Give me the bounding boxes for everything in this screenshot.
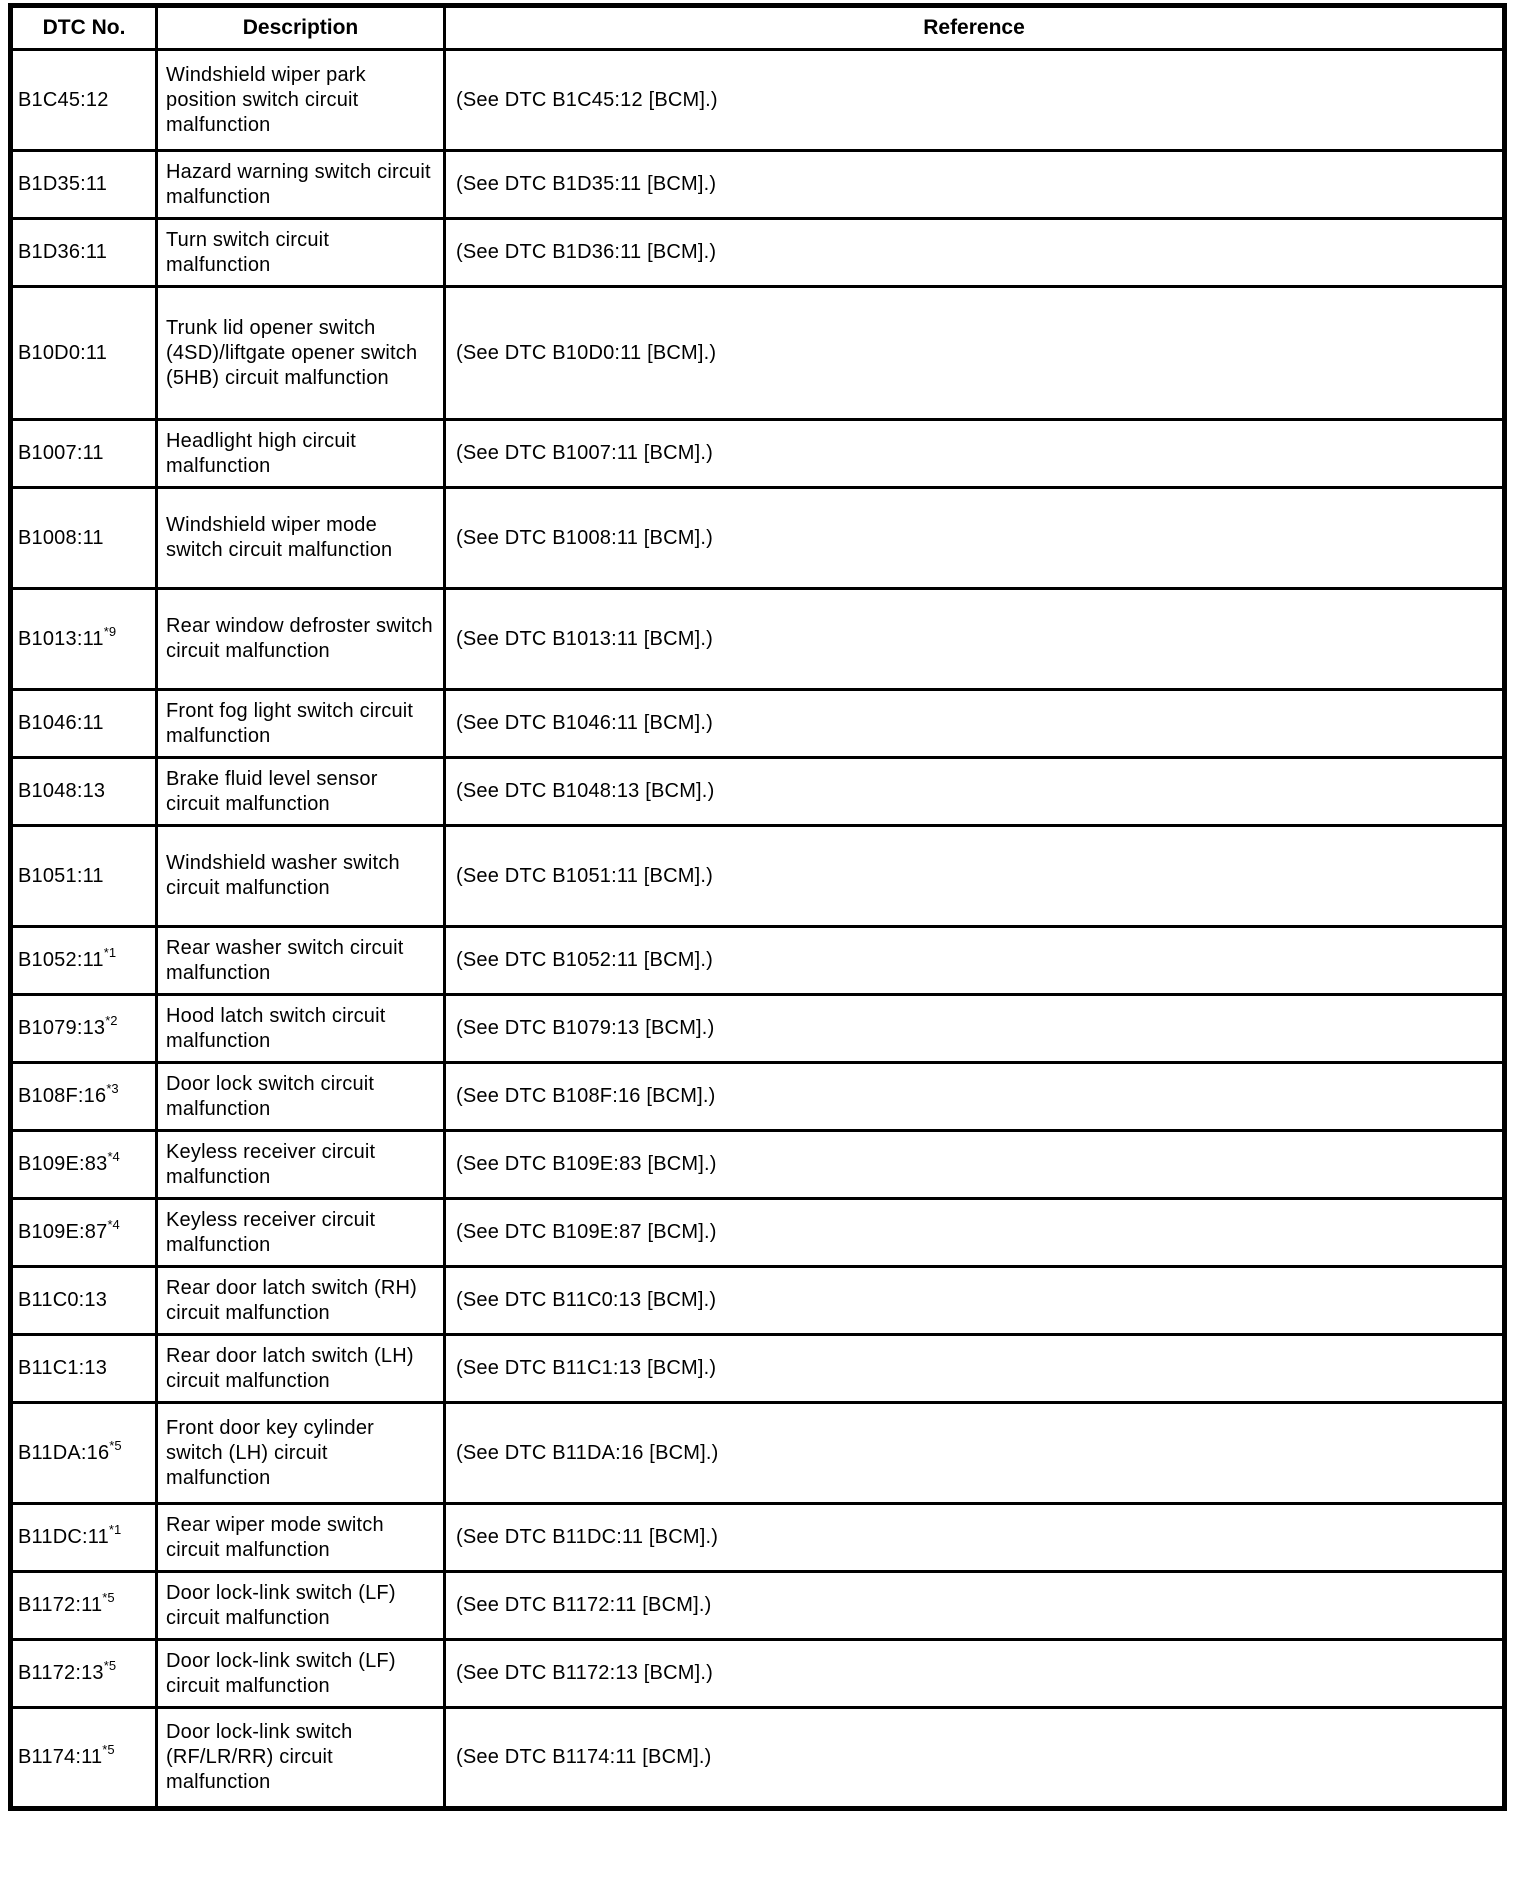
table-row [11,1063,1505,1131]
reference-cell: (See DTC B1048:13 [BCM].) [445,758,1505,826]
description-cell: Keyless receiver circuit malfunction [157,1199,445,1267]
dtc-code: B1052:11 [18,949,104,971]
dtc-code: B11C0:13 [18,1289,108,1311]
reference-cell: (See DTC B11DA:16 [BCM].) [445,1403,1505,1504]
description-cell: Rear door latch switch (RH) circuit malfunction [157,1267,445,1335]
description-cell: Rear wiper mode switch circuit malfunction [157,1504,445,1572]
description-cell: Door lock-link switch (LF) circuit malfunction [157,1640,445,1708]
dtc-code: B1007:11 [18,442,104,464]
dtc-no-cell [11,287,157,420]
dtc-code: B10D0:11 [18,341,108,364]
dtc-code: B1174:11 [18,1746,103,1768]
description-cell: Windshield wiper park position switch circuit malfunction [157,50,445,151]
dtc-code: B109E:83 [18,1153,108,1175]
dtc-code: B1172:11 [18,1594,103,1616]
dtc-footnote-marker: *5 [103,1658,117,1673]
dtc-no-cell [11,1504,157,1572]
reference-cell: (See DTC B1D36:11 [BCM].) [445,219,1505,287]
dtc-code: B11C1:13 [18,1357,108,1379]
dtc-no-cell [11,1403,157,1504]
reference-cell: (See DTC B1C45:12 [BCM].) [445,50,1505,151]
table-row [11,1708,1505,1809]
dtc-no-cell [11,1199,157,1267]
description-cell: Rear window defroster switch circuit malfunction [157,589,445,690]
dtc-no-cell [11,995,157,1063]
dtc-code: B1079:13 [18,1017,106,1039]
table-row [11,1504,1505,1572]
dtc-no-cell [11,1708,157,1809]
table-row [11,589,1505,690]
description-cell: Keyless receiver circuit malfunction [157,1131,445,1199]
dtc-code: B1D35:11 [18,173,108,195]
reference-cell: (See DTC B1013:11 [BCM].) [445,589,1505,690]
dtc-no-cell [11,1572,157,1640]
dtc-no-cell [11,420,157,488]
column-header-dtc-no: DTC No. [11,6,157,50]
dtc-no-cell [11,1640,157,1708]
reference-cell: (See DTC B10D0:11 [BCM].) [445,287,1505,420]
dtc-no-cell [11,1335,157,1403]
table-row [11,488,1505,589]
dtc-footnote-marker: *5 [102,1590,115,1605]
dtc-code: B1C45:12 [18,88,109,111]
dtc-no-cell [11,589,157,690]
dtc-no-cell [11,1131,157,1199]
table-row [11,1640,1505,1708]
table-row [11,420,1505,488]
column-header-description: Description [157,6,445,50]
table-row [11,1199,1505,1267]
dtc-code: B1008:11 [18,526,104,549]
dtc-table-header [11,6,1505,50]
description-cell: Front door key cylinder switch (LH) circuit malfunction [157,1403,445,1504]
description-cell: Rear door latch switch (LH) circuit malfunction [157,1335,445,1403]
description-cell: Windshield washer switch circuit malfunction [157,826,445,927]
description-cell: Door lock-link switch (RF/LR/RR) circuit malfunction [157,1708,445,1809]
table-row [11,758,1505,826]
dtc-footnote-marker: *2 [105,1013,118,1028]
dtc-code: B1051:11 [18,864,104,887]
dtc-code: B1D36:11 [18,241,108,263]
dtc-no-cell [11,690,157,758]
dtc-code: B108F:16 [18,1085,107,1107]
description-cell: Trunk lid opener switch (4SD)/liftgate opener switch (5HB) circuit malfunction [157,287,445,420]
table-row [11,1267,1505,1335]
reference-cell: (See DTC B109E:87 [BCM].) [445,1199,1505,1267]
dtc-code: B1172:13 [18,1662,104,1684]
dtc-code: B1013:11 [18,627,104,650]
reference-cell: (See DTC B1172:11 [BCM].) [445,1572,1505,1640]
table-row [11,995,1505,1063]
table-row [11,219,1505,287]
reference-cell: (See DTC B11DC:11 [BCM].) [445,1504,1505,1572]
table-row [11,1403,1505,1504]
dtc-no-cell [11,151,157,219]
header-row [11,6,1505,50]
description-cell: Windshield wiper mode switch circuit malfunction [157,488,445,589]
reference-cell: (See DTC B1D35:11 [BCM].) [445,151,1505,219]
dtc-no-cell [11,1063,157,1131]
dtc-no-cell [11,1267,157,1335]
dtc-footnote-marker: *5 [102,1742,115,1757]
reference-cell: (See DTC B1174:11 [BCM].) [445,1708,1505,1809]
reference-cell: (See DTC B1079:13 [BCM].) [445,995,1505,1063]
description-cell: Hood latch switch circuit malfunction [157,995,445,1063]
reference-cell: (See DTC B1046:11 [BCM].) [445,690,1505,758]
description-cell: Headlight high circuit malfunction [157,420,445,488]
dtc-code: B109E:87 [18,1221,108,1243]
dtc-code: B11DA:16 [18,1441,110,1464]
reference-cell: (See DTC B1172:13 [BCM].) [445,1640,1505,1708]
reference-cell: (See DTC B109E:83 [BCM].) [445,1131,1505,1199]
dtc-footnote-marker: *1 [108,1522,122,1537]
dtc-code: B1048:13 [18,780,106,802]
table-row [11,287,1505,420]
dtc-no-cell [11,927,157,995]
dtc-no-cell [11,219,157,287]
description-cell: Door lock-link switch (LF) circuit malfunction [157,1572,445,1640]
reference-cell: (See DTC B1007:11 [BCM].) [445,420,1505,488]
dtc-code: B1046:11 [18,712,104,734]
dtc-no-cell [11,50,157,151]
description-cell: Hazard warning switch circuit malfunction [157,151,445,219]
table-row [11,826,1505,927]
dtc-no-cell [11,758,157,826]
table-row [11,151,1505,219]
dtc-footnote-marker: *4 [107,1149,120,1164]
dtc-footnote-marker: *3 [106,1081,119,1096]
dtc-table-body [11,50,1505,1809]
reference-cell: (See DTC B1052:11 [BCM].) [445,927,1505,995]
table-row [11,690,1505,758]
table-row [11,1131,1505,1199]
table-row [11,927,1505,995]
reference-cell: (See DTC B1008:11 [BCM].) [445,488,1505,589]
table-row [11,1335,1505,1403]
dtc-code: B11DC:11 [18,1526,109,1548]
table-row [11,1572,1505,1640]
dtc-no-cell [11,488,157,589]
reference-cell: (See DTC B108F:16 [BCM].) [445,1063,1505,1131]
dtc-footnote-marker: *5 [109,1437,122,1453]
reference-cell: (See DTC B11C1:13 [BCM].) [445,1335,1505,1403]
dtc-table [8,3,1507,1811]
reference-cell: (See DTC B11C0:13 [BCM].) [445,1267,1505,1335]
description-cell: Brake fluid level sensor circuit malfunction [157,758,445,826]
description-cell: Door lock switch circuit malfunction [157,1063,445,1131]
description-cell: Rear washer switch circuit malfunction [157,927,445,995]
dtc-footnote-marker: *4 [107,1217,120,1232]
column-header-reference: Reference [445,6,1505,50]
dtc-footnote-marker: *1 [103,945,117,960]
description-cell: Front fog light switch circuit malfunction [157,690,445,758]
description-cell: Turn switch circuit malfunction [157,219,445,287]
dtc-footnote-marker: *9 [103,623,117,639]
reference-cell: (See DTC B1051:11 [BCM].) [445,826,1505,927]
dtc-no-cell [11,826,157,927]
table-row [11,50,1505,151]
